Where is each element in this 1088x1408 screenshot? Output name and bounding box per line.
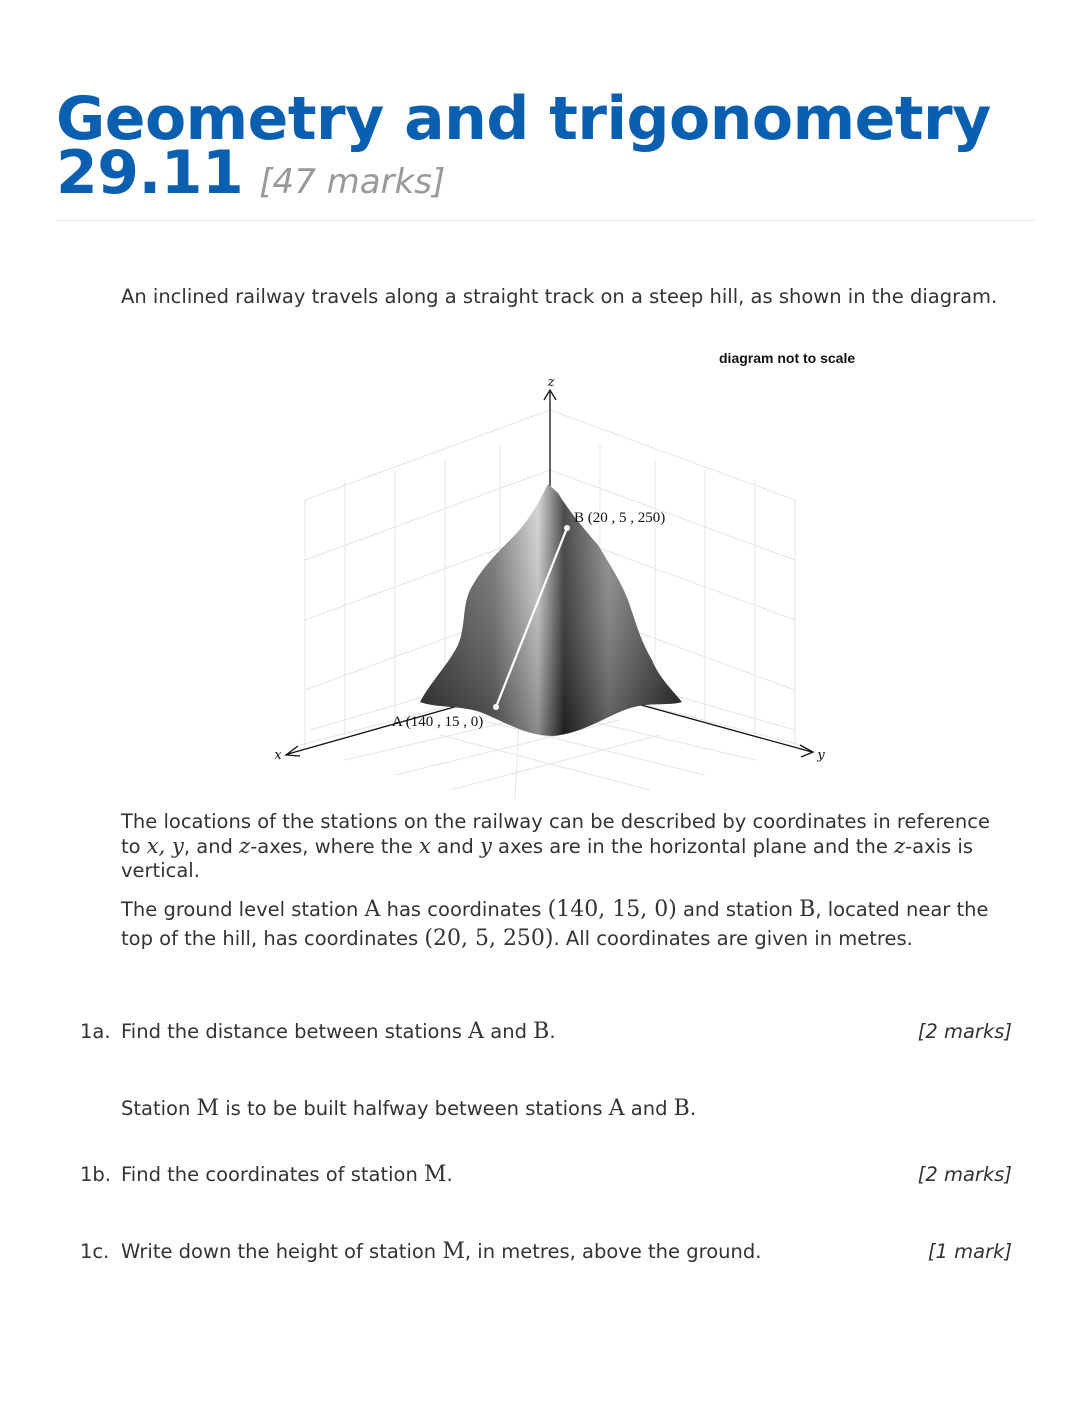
page-header [56, 84, 1036, 209]
question-marks: [1 mark] [927, 1240, 1012, 1263]
intro-paragraph: An inclined railway travels along a straight track on a steep hill, as shown in the diagram. [121, 285, 998, 308]
y-axis-label: y [817, 748, 825, 763]
diagram-note: diagram not to scale [719, 350, 856, 366]
station-b-point [564, 525, 570, 531]
title-line-1: Geometry and trigonometry [56, 84, 991, 154]
page-title [56, 84, 1036, 209]
station-b-label: B (20 , 5 , 250) [574, 510, 666, 526]
total-marks: [47 marks] [259, 162, 446, 202]
question-text: Find the distance between stations A and B. [121, 1019, 556, 1044]
question-text: Find the coordinates of station M. [121, 1162, 453, 1187]
x-axis-label: x [274, 748, 282, 763]
hill-diagram [260, 340, 900, 810]
question-marks: [2 marks] [917, 1020, 1012, 1043]
hill-diagram-svg [260, 340, 900, 810]
header-divider [56, 220, 1034, 221]
station-a-point [493, 704, 499, 710]
z-axis-label: z [547, 375, 555, 390]
question-text: Write down the height of station M, in metres, above the ground. [121, 1239, 762, 1264]
question-number: 1a. [80, 1020, 111, 1043]
coordinates-paragraph: The locations of the stations on the railway can be described by coordinates in reference to x, y, and z-axes, where the x and y axes are in the horizontal plane and the z-axis is vertical. [121, 810, 990, 882]
question-marks: [2 marks] [917, 1163, 1012, 1186]
question-number: 1c. [80, 1240, 110, 1263]
stations-paragraph: The ground level station A has coordinates (140, 15, 0) and station B, located near the top of the hill, has coordinates (20, 5, 250). All coordinates are given in metres. [121, 897, 989, 951]
station-a-label: A (140 , 15 , 0) [392, 714, 484, 730]
title-line-2: 29.11 [56, 138, 244, 208]
midpoint-paragraph: Station M is to be built halfway between stations A and B. [121, 1096, 697, 1121]
question-number: 1b. [80, 1163, 111, 1186]
